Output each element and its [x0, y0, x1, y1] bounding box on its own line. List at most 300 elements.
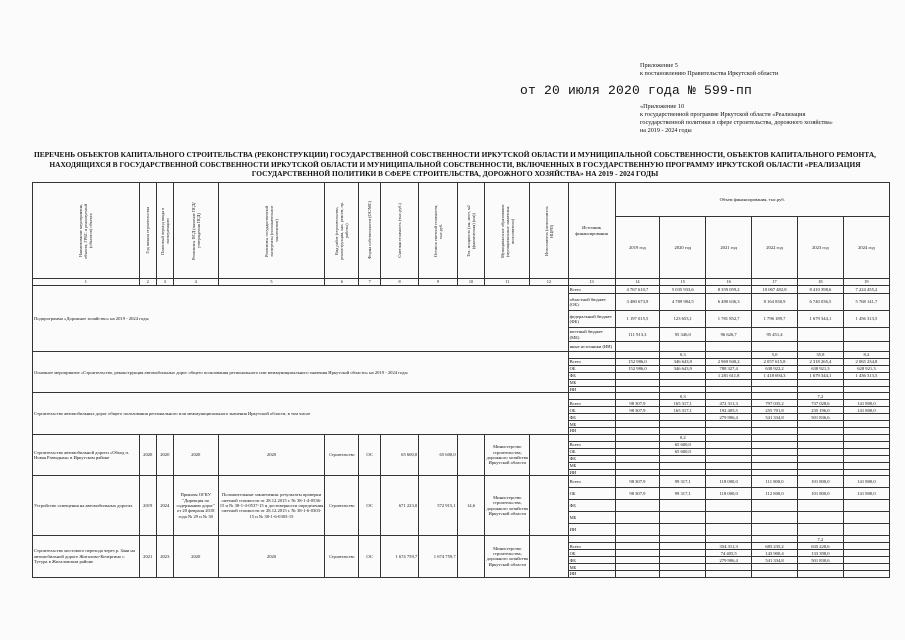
amount-cell	[752, 564, 798, 571]
psd-details: Приказы ОГКУ "Дирекция по содержанию дорог" от 20 февраля 2018 года № 29 и № 30	[173, 476, 218, 536]
source-label: ОБ	[568, 366, 615, 373]
amount-cell: 152 986,0	[615, 359, 660, 366]
work-type: Строительство	[325, 476, 359, 536]
column-number: 3	[156, 279, 173, 286]
amount-cell: 8 410 398,6	[797, 286, 843, 294]
amount-cell	[752, 455, 798, 462]
amount-cell: 797 035,2	[752, 400, 798, 407]
capacity-value: 5,0	[752, 352, 798, 359]
amount-cell	[843, 462, 889, 469]
amount-cell	[615, 462, 660, 469]
source-label: местный бюджет (МБ)	[568, 328, 615, 342]
appendix10-header	[640, 103, 902, 135]
appendix-line: к государственной программе Иркутской области «Реализация	[640, 111, 806, 118]
amount-cell	[615, 414, 660, 421]
amount-cell	[660, 557, 706, 564]
amount-cell	[615, 342, 660, 352]
appendix-line: к постановлению Правительства Иркутской области	[640, 70, 779, 77]
column-number: 1	[33, 279, 140, 286]
amount-cell: 2 318 265,4	[797, 359, 843, 366]
work-type: Строительство	[325, 536, 359, 577]
amount-cell	[843, 543, 889, 550]
executor-ncrp	[530, 536, 568, 577]
amount-cell	[797, 512, 843, 524]
capacity-value: 7,2	[797, 536, 843, 543]
amount-cell: 10 067 482,8	[752, 286, 798, 294]
amount-cell	[615, 571, 660, 577]
amount-cell	[615, 373, 660, 380]
executor: Министерство строительства, дорожного хозяйства Иркутской области	[485, 476, 530, 536]
document-title: ПЕРЕЧЕНЬ ОБЪЕКТОВ КАПИТАЛЬНОГО СТРОИТЕЛЬСТВА (РЕКОНСТРУКЦИИ) ГОСУДАРСТВЕННОЙ СОБСТВЕННОСТИ ИРКУТСКОЙ ОБЛАСТИ И МУНИЦИПАЛЬНОЙ СОБСТВЕННОСТИ, ОБЪЕКТОВ КАПИТАЛЬНОГО РЕМОНТА, НАХОДЯЩИХСЯ В ГОСУДАРСТВЕННОЙ СОБСТВЕННОСТИ ИРКУТСКОЙ ОБЛАСТИ И МУНИЦИПАЛЬНОЙ СОБСТВЕННОСТИ, ВКЛЮЧЕННЫХ В ГОСУДАРСТВЕННУЮ ПРОГРАММУ ИРКУТСКОЙ ОБЛАСТИ «РЕАЛИЗАЦИЯ ГОСУДАРСТВЕННОЙ ПОЛИТИКИ В СФЕРЕ СТРОИТЕЛЬСТВА, ДОРОЖНОГО ХОЗЯЙСТВА» НА 2019 - 2024 ГОДЫ	[33, 150, 877, 179]
work-type: Строительство	[325, 434, 359, 475]
ownership-form: ОС	[359, 536, 380, 577]
executor-ncrp	[530, 476, 568, 536]
amount-cell	[752, 441, 798, 448]
appendix-line: на 2019 - 2024 годы	[640, 127, 692, 134]
amount-cell: 1 781 852,7	[706, 311, 752, 328]
amount-cell	[706, 448, 752, 455]
source-label: ФБ	[568, 414, 615, 421]
source-label: Всего	[568, 286, 615, 294]
amount-cell	[797, 524, 843, 536]
amount-cell: 7 224 455,2	[843, 286, 889, 294]
amount-cell	[843, 512, 889, 524]
appendix-line: Приложение 5	[640, 62, 678, 69]
amount-cell	[615, 524, 660, 536]
amount-cell: 101 800,0	[797, 488, 843, 500]
amount-cell: 255 701,8	[752, 407, 798, 414]
amount-cell	[660, 543, 706, 550]
estimated-cost: 1 674 759,7	[380, 536, 418, 577]
amount-cell: 99 317,1	[660, 476, 706, 488]
amount-cell: 354 311,3	[706, 543, 752, 550]
column-number: 11	[485, 279, 530, 286]
amount-cell: 96 626,7	[706, 328, 752, 342]
capacity-value	[752, 434, 798, 441]
capacity-value	[660, 536, 706, 543]
source-label: Всего	[568, 476, 615, 488]
amount-cell: 192 405,5	[706, 407, 752, 414]
amount-cell: 1 418 694,3	[752, 373, 798, 380]
remaining-cost: 572 915,1	[419, 476, 457, 536]
amount-cell: 65 600,0	[660, 448, 706, 455]
source-cell	[568, 393, 615, 400]
source-label: Всего	[568, 359, 615, 366]
amount-cell	[660, 455, 706, 462]
amount-cell: 98 307,9	[615, 488, 660, 500]
amount-cell	[752, 512, 798, 524]
amount-cell	[752, 500, 798, 512]
section-title: Строительство автомобильных дорог общего пользования регионального или межмуниципального значения Иркутской области, в том числе	[33, 393, 569, 434]
amount-cell: 152 986,0	[615, 366, 660, 373]
capacity-value	[615, 536, 660, 543]
amount-cell	[660, 380, 706, 387]
amount-cell: 628 921,3	[843, 366, 889, 373]
amount-cell: 98 307,9	[615, 476, 660, 488]
source-label: ФБ	[568, 373, 615, 380]
amount-cell	[752, 448, 798, 455]
capacity-value	[615, 393, 660, 400]
end-year: 2023	[156, 536, 173, 577]
amount-cell	[706, 462, 752, 469]
amount-cell: 101 800,0	[797, 476, 843, 488]
amount-cell: 8 359 059,2	[706, 286, 752, 294]
amount-cell: 235 196,0	[797, 407, 843, 414]
amount-cell	[706, 421, 752, 428]
amount-cell	[615, 455, 660, 462]
amount-cell: 5 768 141,7	[843, 294, 889, 311]
column-number: 9	[419, 279, 457, 286]
amount-cell	[615, 441, 660, 448]
amount-cell: 1 796 189,7	[752, 311, 798, 328]
amount-cell: 123 653,1	[660, 311, 706, 328]
amount-cell	[660, 524, 706, 536]
source-label: ОБ	[568, 550, 615, 557]
capacity-value	[615, 352, 660, 359]
column-number: 17	[752, 279, 798, 286]
col-header: 2020 год	[660, 217, 706, 279]
amount-cell	[706, 500, 752, 512]
source-label: МБ	[568, 421, 615, 428]
amount-cell	[752, 524, 798, 536]
amount-cell: 638 921,3	[797, 366, 843, 373]
amount-cell	[706, 512, 752, 524]
object-name: Устройство освещения на автомобильных дорогах	[33, 476, 140, 536]
executor: Министерство строительства, дорожного хозяйства Иркутской области	[485, 434, 530, 475]
amount-cell: 635 228,6	[797, 543, 843, 550]
amount-cell	[660, 342, 706, 352]
amount-cell	[797, 421, 843, 428]
amount-cell	[843, 564, 889, 571]
amount-cell	[660, 564, 706, 571]
amount-cell	[706, 455, 752, 462]
amount-cell	[706, 571, 752, 577]
col-header: Вид работ (строительство, реконструкция, кап. ремонт, пр. работы)	[334, 201, 350, 260]
capacity-row	[33, 352, 890, 359]
amount-cell: 98 307,9	[615, 400, 660, 407]
column-number: 14	[615, 279, 660, 286]
source-label: МБ	[568, 462, 615, 469]
amount-cell: 638 922,2	[752, 366, 798, 373]
capacity-value	[706, 536, 752, 543]
col-header: Тех. мощность (км, мест, м2 (фактическая) (км))	[465, 204, 476, 257]
capacity-value: 0,2	[660, 434, 706, 441]
column-number: 15	[660, 279, 706, 286]
column-number: 19	[843, 279, 889, 286]
capacity-value	[706, 393, 752, 400]
amount-cell: 65 600,0	[660, 441, 706, 448]
amount-cell: 6 740 036,5	[797, 294, 843, 311]
amount-cell	[797, 500, 843, 512]
capacity-value	[752, 393, 798, 400]
header-row	[33, 183, 890, 217]
capacity-row	[33, 536, 890, 543]
amount-cell	[797, 571, 843, 577]
psd-details: 2020	[173, 536, 218, 577]
source-cell	[568, 352, 615, 359]
technical-capacity	[457, 434, 485, 475]
source-label: МБ	[568, 380, 615, 387]
capacity-row	[33, 393, 890, 400]
column-number: 7	[359, 279, 380, 286]
col-header: Реквизиты государственной экспертизы (положительное заключение)	[263, 204, 279, 257]
amount-cell: 5 035 933,6	[660, 286, 706, 294]
amount-cell: 133 398,0	[797, 550, 843, 557]
amount-cell: 1 679 344,1	[797, 373, 843, 380]
col-header: Форма собственности (ОС/МС)	[367, 201, 373, 260]
col-header: Исполнитель (исполнитель НЦРП)	[543, 205, 554, 256]
amount-cell	[706, 342, 752, 352]
estimated-cost: 65 600,0	[380, 434, 418, 475]
col-header: 2022 год	[752, 217, 798, 279]
col-header: Наименование мероприятия, объекта, ГРБС и реализуемый (объектов) объекта	[78, 203, 94, 259]
amount-cell	[615, 550, 660, 557]
amount-cell: 4 767 610,7	[615, 286, 660, 294]
col-header: Муниципальное образование (муниципальные заказчики, исполнители)	[499, 203, 515, 258]
source-label: ИИ	[568, 571, 615, 577]
amount-cell: 2 057 615,8	[752, 359, 798, 366]
column-number: 13	[568, 279, 615, 286]
amount-cell: 141 800,0	[843, 400, 889, 407]
capacity-value	[752, 536, 798, 543]
column-number: 18	[797, 279, 843, 286]
amount-cell: 118 000,0	[706, 488, 752, 500]
source-label: ОБ	[568, 448, 615, 455]
amount-cell	[797, 462, 843, 469]
col-header: 2021 год	[706, 217, 752, 279]
amount-cell: 111 913,3	[615, 328, 660, 342]
amount-cell: 6 480 636,3	[706, 294, 752, 311]
amount-cell	[843, 550, 889, 557]
remaining-cost: 65 600,0	[419, 434, 457, 475]
amount-cell	[660, 421, 706, 428]
psd-details: 2020	[173, 434, 218, 475]
amount-cell	[797, 342, 843, 352]
executor-ncrp	[530, 434, 568, 475]
source-label: Всего	[568, 543, 615, 550]
amount-cell: 165 317,1	[660, 400, 706, 407]
amount-cell: 541 334,8	[752, 557, 798, 564]
source-label: ОБ	[568, 488, 615, 500]
source-cell	[568, 434, 615, 441]
amount-cell	[797, 441, 843, 448]
table-row	[33, 286, 890, 294]
amount-cell: 95 346,0	[660, 328, 706, 342]
amount-cell	[843, 421, 889, 428]
objects-table	[32, 182, 890, 578]
amount-cell: 99 317,1	[660, 488, 706, 500]
column-number: 2	[139, 279, 156, 286]
col-header: 2024 год	[843, 217, 889, 279]
amount-cell	[706, 441, 752, 448]
amount-cell	[706, 380, 752, 387]
column-number: 6	[325, 279, 359, 286]
source-label: Всего	[568, 441, 615, 448]
amount-cell	[843, 380, 889, 387]
amount-cell	[797, 455, 843, 462]
amount-cell	[843, 455, 889, 462]
technical-capacity: 14,6	[457, 476, 485, 536]
capacity-value: 35,8	[797, 352, 843, 359]
source-label: иные источники (ИИ)	[568, 342, 615, 352]
capacity-value	[797, 434, 843, 441]
amount-cell	[797, 328, 843, 342]
table-row	[33, 476, 890, 488]
col-header: Плановый период ввода в эксплуатацию	[159, 206, 170, 255]
start-year: 2019	[139, 476, 156, 536]
amount-cell	[797, 380, 843, 387]
amount-cell: 3 480 673,9	[615, 294, 660, 311]
amount-cell: 141 800,0	[843, 476, 889, 488]
amount-cell	[843, 557, 889, 564]
object-name: Строительство мостового перехода через р. Заяи на автомобильной дороге Жигалово-Кочергино с. Тутура в Жигаловском районе	[33, 536, 140, 577]
decree-date: от 20 июля 2020 года № 599-пп	[520, 83, 753, 98]
amount-cell: 1 679 344,1	[797, 311, 843, 328]
capacity-value	[843, 393, 889, 400]
amount-cell	[615, 380, 660, 387]
end-year: 2024	[156, 476, 173, 536]
amount-cell	[660, 512, 706, 524]
amount-cell	[752, 462, 798, 469]
executor: Министерство строительства, дорожного хозяйства Иркутской области	[485, 536, 530, 577]
amount-cell: 279 906,4	[706, 414, 752, 421]
amount-cell	[843, 524, 889, 536]
amount-cell: 737 028,6	[797, 400, 843, 407]
start-year: 2021	[139, 536, 156, 577]
amount-cell	[797, 448, 843, 455]
amount-cell: 141 800,0	[843, 407, 889, 414]
amount-cell: 541 334,8	[752, 414, 798, 421]
section-title: Подпрограмма «Дорожное хозяйство» на 2019 - 2024 годы	[33, 286, 569, 352]
appendix-header	[640, 62, 900, 78]
amount-cell	[660, 462, 706, 469]
amount-cell: 346 643,9	[660, 359, 706, 366]
amount-cell	[660, 500, 706, 512]
col-header: Сметная стоимость (тыс.руб.)	[397, 203, 403, 258]
capacity-value: 8,2	[843, 352, 889, 359]
amount-cell	[706, 524, 752, 536]
amount-cell: 1 281 611,8	[706, 373, 752, 380]
capacity-value: 7,2	[797, 393, 843, 400]
start-year: 2020	[139, 434, 156, 475]
column-number: 12	[530, 279, 568, 286]
ownership-form: ОС	[359, 476, 380, 536]
amount-cell	[615, 557, 660, 564]
amount-cell: 1 456 313,5	[843, 311, 889, 328]
ownership-form: ОС	[359, 434, 380, 475]
col-header: 2023 год	[797, 217, 843, 279]
remaining-cost: 1 674 759,7	[419, 536, 457, 577]
expertise-details: 2020	[218, 536, 325, 577]
amount-cell	[843, 328, 889, 342]
col-header: 2019 год	[615, 217, 660, 279]
source-label: ФБ	[568, 455, 615, 462]
amount-cell: 279 906,4	[706, 557, 752, 564]
amount-cell: 4 789 984,5	[660, 294, 706, 311]
estimated-cost: 671 223,0	[380, 476, 418, 536]
source-label: областной бюджет (ОБ)	[568, 294, 615, 311]
col-header: Остаток сметной стоимости, тыс.руб.	[432, 204, 443, 257]
amount-cell	[752, 571, 798, 577]
source-label: МБ	[568, 512, 615, 524]
column-number: 5	[218, 279, 325, 286]
amount-cell	[752, 380, 798, 387]
amount-cell: 346 643,9	[660, 366, 706, 373]
capacity-value	[615, 434, 660, 441]
technical-capacity	[457, 536, 485, 577]
source-label: ФБ	[568, 557, 615, 564]
source-label: ИИ	[568, 524, 615, 536]
col-header: Объем финансирования, тыс.руб.	[615, 183, 889, 217]
amount-cell: 111 800,0	[752, 476, 798, 488]
amount-cell: 788 327,4	[706, 366, 752, 373]
source-cell	[568, 536, 615, 543]
amount-cell	[660, 571, 706, 577]
source-label: ОБ	[568, 407, 615, 414]
amount-cell: 143 900,4	[752, 550, 798, 557]
amount-cell: 2 969 940,2	[706, 359, 752, 366]
capacity-value	[706, 352, 752, 359]
source-label: ИИ	[568, 469, 615, 475]
amount-cell	[660, 550, 706, 557]
section-title: Основное мероприятие «Строительство, реконструкция автомобильных дорог общего пользования регионального или межмуниципального значения Иркутской области» на 2019 - 2024 годы	[33, 352, 569, 393]
column-number: 10	[457, 279, 485, 286]
amount-cell	[706, 564, 752, 571]
appendix-line: «Приложение 10	[640, 103, 685, 110]
source-label: Всего	[568, 400, 615, 407]
amount-cell: 2 065 234,8	[843, 359, 889, 366]
capacity-value: 0,3	[660, 352, 706, 359]
amount-cell: 501 830,6	[797, 557, 843, 564]
capacity-value	[843, 434, 889, 441]
amount-cell: 98 307,9	[615, 407, 660, 414]
amount-cell	[615, 564, 660, 571]
amount-cell: 141 800,0	[843, 488, 889, 500]
end-year: 2020	[156, 434, 173, 475]
amount-cell	[615, 421, 660, 428]
amount-cell	[752, 421, 798, 428]
capacity-row	[33, 434, 890, 441]
col-header: Источник финансирования	[568, 183, 615, 279]
capacity-value	[843, 536, 889, 543]
amount-cell	[843, 500, 889, 512]
amount-cell	[843, 342, 889, 352]
amount-cell	[615, 543, 660, 550]
object-name: Строительство автомобильной дороги «Обход п. Новая Разводная» в Иркутском районе	[33, 434, 140, 475]
col-header: Реквизиты ПСД (наличие ПСД/утверждения ПСД)	[190, 201, 201, 260]
amount-cell	[843, 448, 889, 455]
amount-cell	[660, 414, 706, 421]
amount-cell: 501 836,6	[797, 414, 843, 421]
amount-cell: 165 317,1	[660, 407, 706, 414]
col-header: Год начала строительства	[145, 207, 151, 254]
amount-cell	[615, 448, 660, 455]
amount-cell	[752, 342, 798, 352]
amount-cell: 95 451,4	[752, 328, 798, 342]
amount-cell	[660, 373, 706, 380]
amount-cell	[843, 441, 889, 448]
source-label: МБ	[568, 564, 615, 571]
appendix-line: государственной политики в сфере строительства, дорожного хозяйства»	[640, 119, 833, 126]
column-number-row	[33, 279, 890, 286]
amount-cell: 118 000,0	[706, 476, 752, 488]
source-label: федеральный бюджет (ФБ)	[568, 311, 615, 328]
amount-cell: 112 800,0	[752, 488, 798, 500]
amount-cell: 1 436 313,5	[843, 373, 889, 380]
amount-cell: 74 405,5	[706, 550, 752, 557]
capacity-value: 0,3	[660, 393, 706, 400]
column-number: 16	[706, 279, 752, 286]
